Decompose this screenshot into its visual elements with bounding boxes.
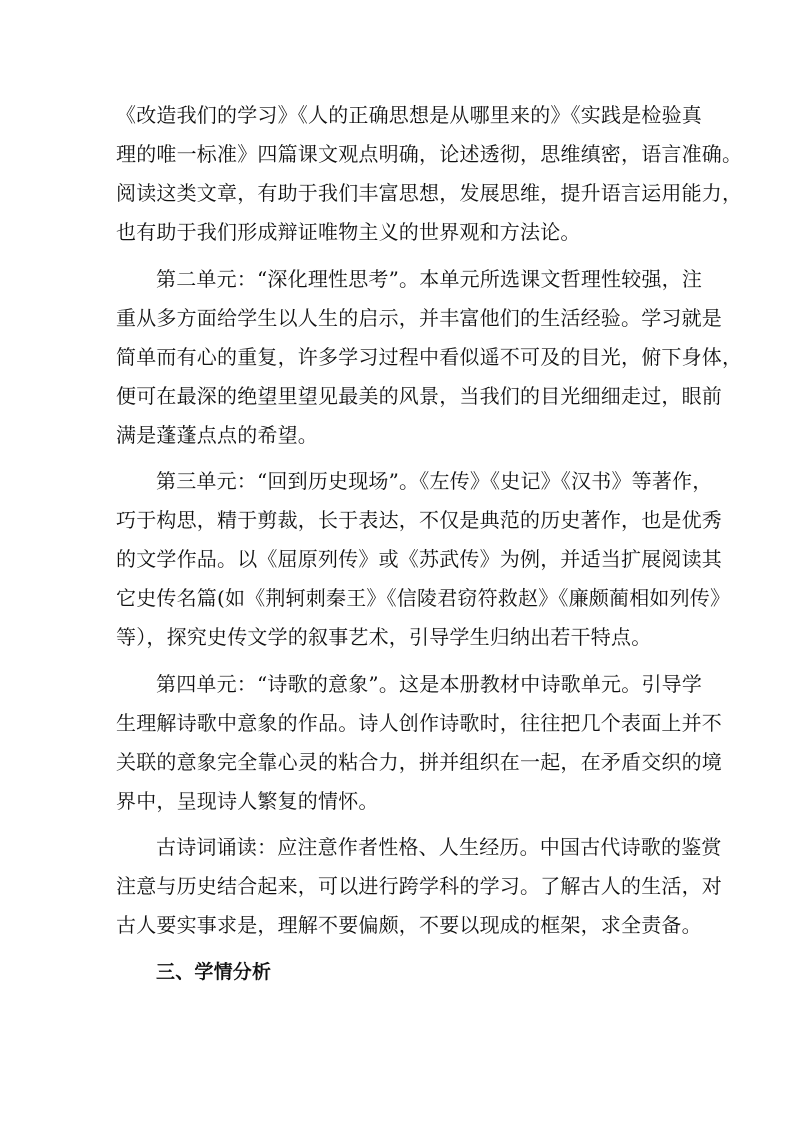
text-line: 简单而有心的重复，许多学习过程中看似遥不可及的目光，俯下身体， <box>116 344 743 369</box>
text-line: 也有助于我们形成辩证唯物主义的世界观和方法论。 <box>116 220 581 244</box>
text-line: 重从多方面给学生以人生的启示，并丰富他们的生活经验。学习就是 <box>116 305 722 330</box>
text-line: 满是蓬蓬点点的希望。 <box>116 422 318 447</box>
paragraph-unit-two <box>116 260 743 455</box>
text-line: 第四单元：“诗歌的意象”。这是本册教材中诗歌单元。引导学 <box>156 671 703 696</box>
text-line: 第三单元：“回到历史现场”。《左传》《史记》《汉书》等著作， <box>156 469 713 493</box>
text-line: 它史传名篇(如《荆轲刺秦王》《信陵君窃符救赵》《廉颇蔺相如列传》 <box>116 586 731 610</box>
paragraph-unit-four <box>116 665 722 821</box>
text-line: 阅读这类文章，有助于我们丰富思想，发展思维，提升语言运用能力， <box>116 181 743 205</box>
text-line: 理的唯一标准》四篇课文观点明确，论述透彻，思维缜密，语言准确。 <box>116 142 743 166</box>
text-line: 注意与历史结合起来，可以进行跨学科的学习。了解古人的生活，对 <box>116 874 722 898</box>
text-line: 生理解诗歌中意象的作品。诗人创作诗歌时，往往把几个表面上并不 <box>116 710 722 735</box>
paragraph-ancient-poetry <box>116 828 722 945</box>
text-line: 关联的意象完全靠心灵的粘合力，拼并组织在一起，在矛盾交织的境 <box>116 749 722 774</box>
section-heading: 三、学情分析 <box>156 960 272 983</box>
document-page <box>116 96 743 992</box>
text-line: 古人要实事求是，理解不要偏颇，不要以现成的框架，求全责备。 <box>116 913 702 937</box>
text-line: 便可在最深的绝望里望见最美的风景，当我们的目光细细走过，眼前 <box>116 383 722 408</box>
paragraph-unit-three <box>116 462 731 657</box>
text-line: 界中，呈现诗人繁复的情怀。 <box>116 788 379 813</box>
text-line: 《改造我们的学习》《人的正确思想是从哪里来的》《实践是检验真 <box>116 103 702 127</box>
paragraph-continuation <box>116 96 743 252</box>
text-line: 古诗词诵读：应注意作者性格、人生经历。中国古代诗歌的鉴赏 <box>156 835 722 859</box>
text-line: 的文学作品。以《屈原列传》或《苏武传》为例，并适当扩展阅读其 <box>116 547 722 571</box>
text-line: 等），探究史传文学的叙事艺术，引导学生归纳出若干特点。 <box>116 625 652 649</box>
text-line: 巧于构思，精于剪裁，长于表达，不仅是典范的历史著作，也是优秀 <box>116 508 722 532</box>
text-line: 第二单元：“深化理性思考”。本单元所选课文哲理性较强，注 <box>156 266 703 291</box>
